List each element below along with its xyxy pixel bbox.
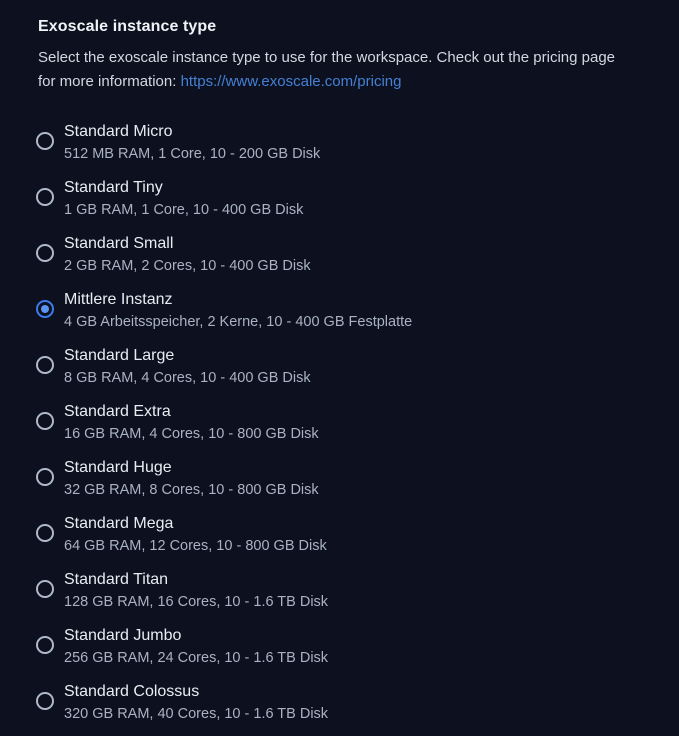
radio-option-standard-extra[interactable] [36,401,641,445]
option-description: 8 GB RAM, 4 Cores, 10 - 400 GB Disk [64,370,311,386]
radio-option-standard-micro[interactable] [36,121,641,165]
option-texts [64,513,327,557]
option-label: Standard Titan [64,571,169,588]
option-description: 16 GB RAM, 4 Cores, 10 - 800 GB Disk [64,426,319,442]
section-description [38,46,641,94]
option-description: 4 GB Arbeitsspeicher, 2 Kerne, 10 - 400 GB Festplatte [64,314,413,330]
radio-option-standard-mega[interactable] [36,513,641,557]
radio-icon[interactable] [36,412,54,430]
radio-icon[interactable] [36,132,54,150]
option-texts [64,625,328,669]
radio-icon[interactable] [36,468,54,486]
option-description: 1 GB RAM, 1 Core, 10 - 400 GB Disk [64,202,304,218]
option-description: 320 GB RAM, 40 Cores, 10 - 1.6 TB Disk [64,706,329,722]
radio-option-standard-large[interactable] [36,345,641,389]
option-texts [64,569,328,613]
option-label: Standard Extra [64,403,171,420]
radio-icon[interactable] [36,244,54,262]
radio-option-standard-colossus[interactable] [36,681,641,725]
option-texts [64,401,319,445]
radio-icon[interactable] [36,188,54,206]
option-description: 64 GB RAM, 12 Cores, 10 - 800 GB Disk [64,538,327,554]
radio-option-standard-jumbo[interactable] [36,625,641,669]
option-texts [64,177,303,221]
option-description: 512 MB RAM, 1 Core, 10 - 200 GB Disk [64,146,321,162]
section-title: Exoscale instance type [38,18,217,35]
option-label: Standard Large [64,347,175,364]
radio-icon-selected[interactable] [36,300,54,318]
radio-option-standard-titan[interactable] [36,569,641,613]
option-texts [64,345,311,389]
option-label: Standard Colossus [64,683,200,700]
instance-type-radio-group [38,121,641,725]
radio-icon[interactable] [36,580,54,598]
option-description: 256 GB RAM, 24 Cores, 10 - 1.6 TB Disk [64,650,329,666]
option-description: 128 GB RAM, 16 Cores, 10 - 1.6 TB Disk [64,594,329,610]
description-line-1: Select the exoscale instance type to use for the workspace. Check out the pricing page [38,49,616,66]
option-texts [64,121,320,165]
option-label: Standard Tiny [64,179,163,196]
radio-option-standard-small[interactable] [36,233,641,277]
option-label: Standard Mega [64,515,174,532]
option-texts [64,289,412,333]
description-line-2-prefix: for more information: [38,73,181,90]
option-description: 2 GB RAM, 2 Cores, 10 - 400 GB Disk [64,258,311,274]
option-texts [64,681,328,725]
radio-icon[interactable] [36,692,54,710]
pricing-link[interactable]: https://www.exoscale.com/pricing [180,73,402,90]
option-label: Standard Micro [64,123,173,140]
radio-icon[interactable] [36,524,54,542]
radio-option-standard-huge[interactable] [36,457,641,501]
radio-option-mittlere-instanz[interactable] [36,289,641,333]
option-label: Mittlere Instanz [64,291,173,308]
radio-icon[interactable] [36,356,54,374]
option-label: Standard Small [64,235,174,252]
radio-option-standard-tiny[interactable] [36,177,641,221]
option-label: Standard Jumbo [64,627,182,644]
option-texts [64,233,311,277]
radio-icon[interactable] [36,636,54,654]
option-description: 32 GB RAM, 8 Cores, 10 - 800 GB Disk [64,482,319,498]
option-label: Standard Huge [64,459,172,476]
option-texts [64,457,319,501]
